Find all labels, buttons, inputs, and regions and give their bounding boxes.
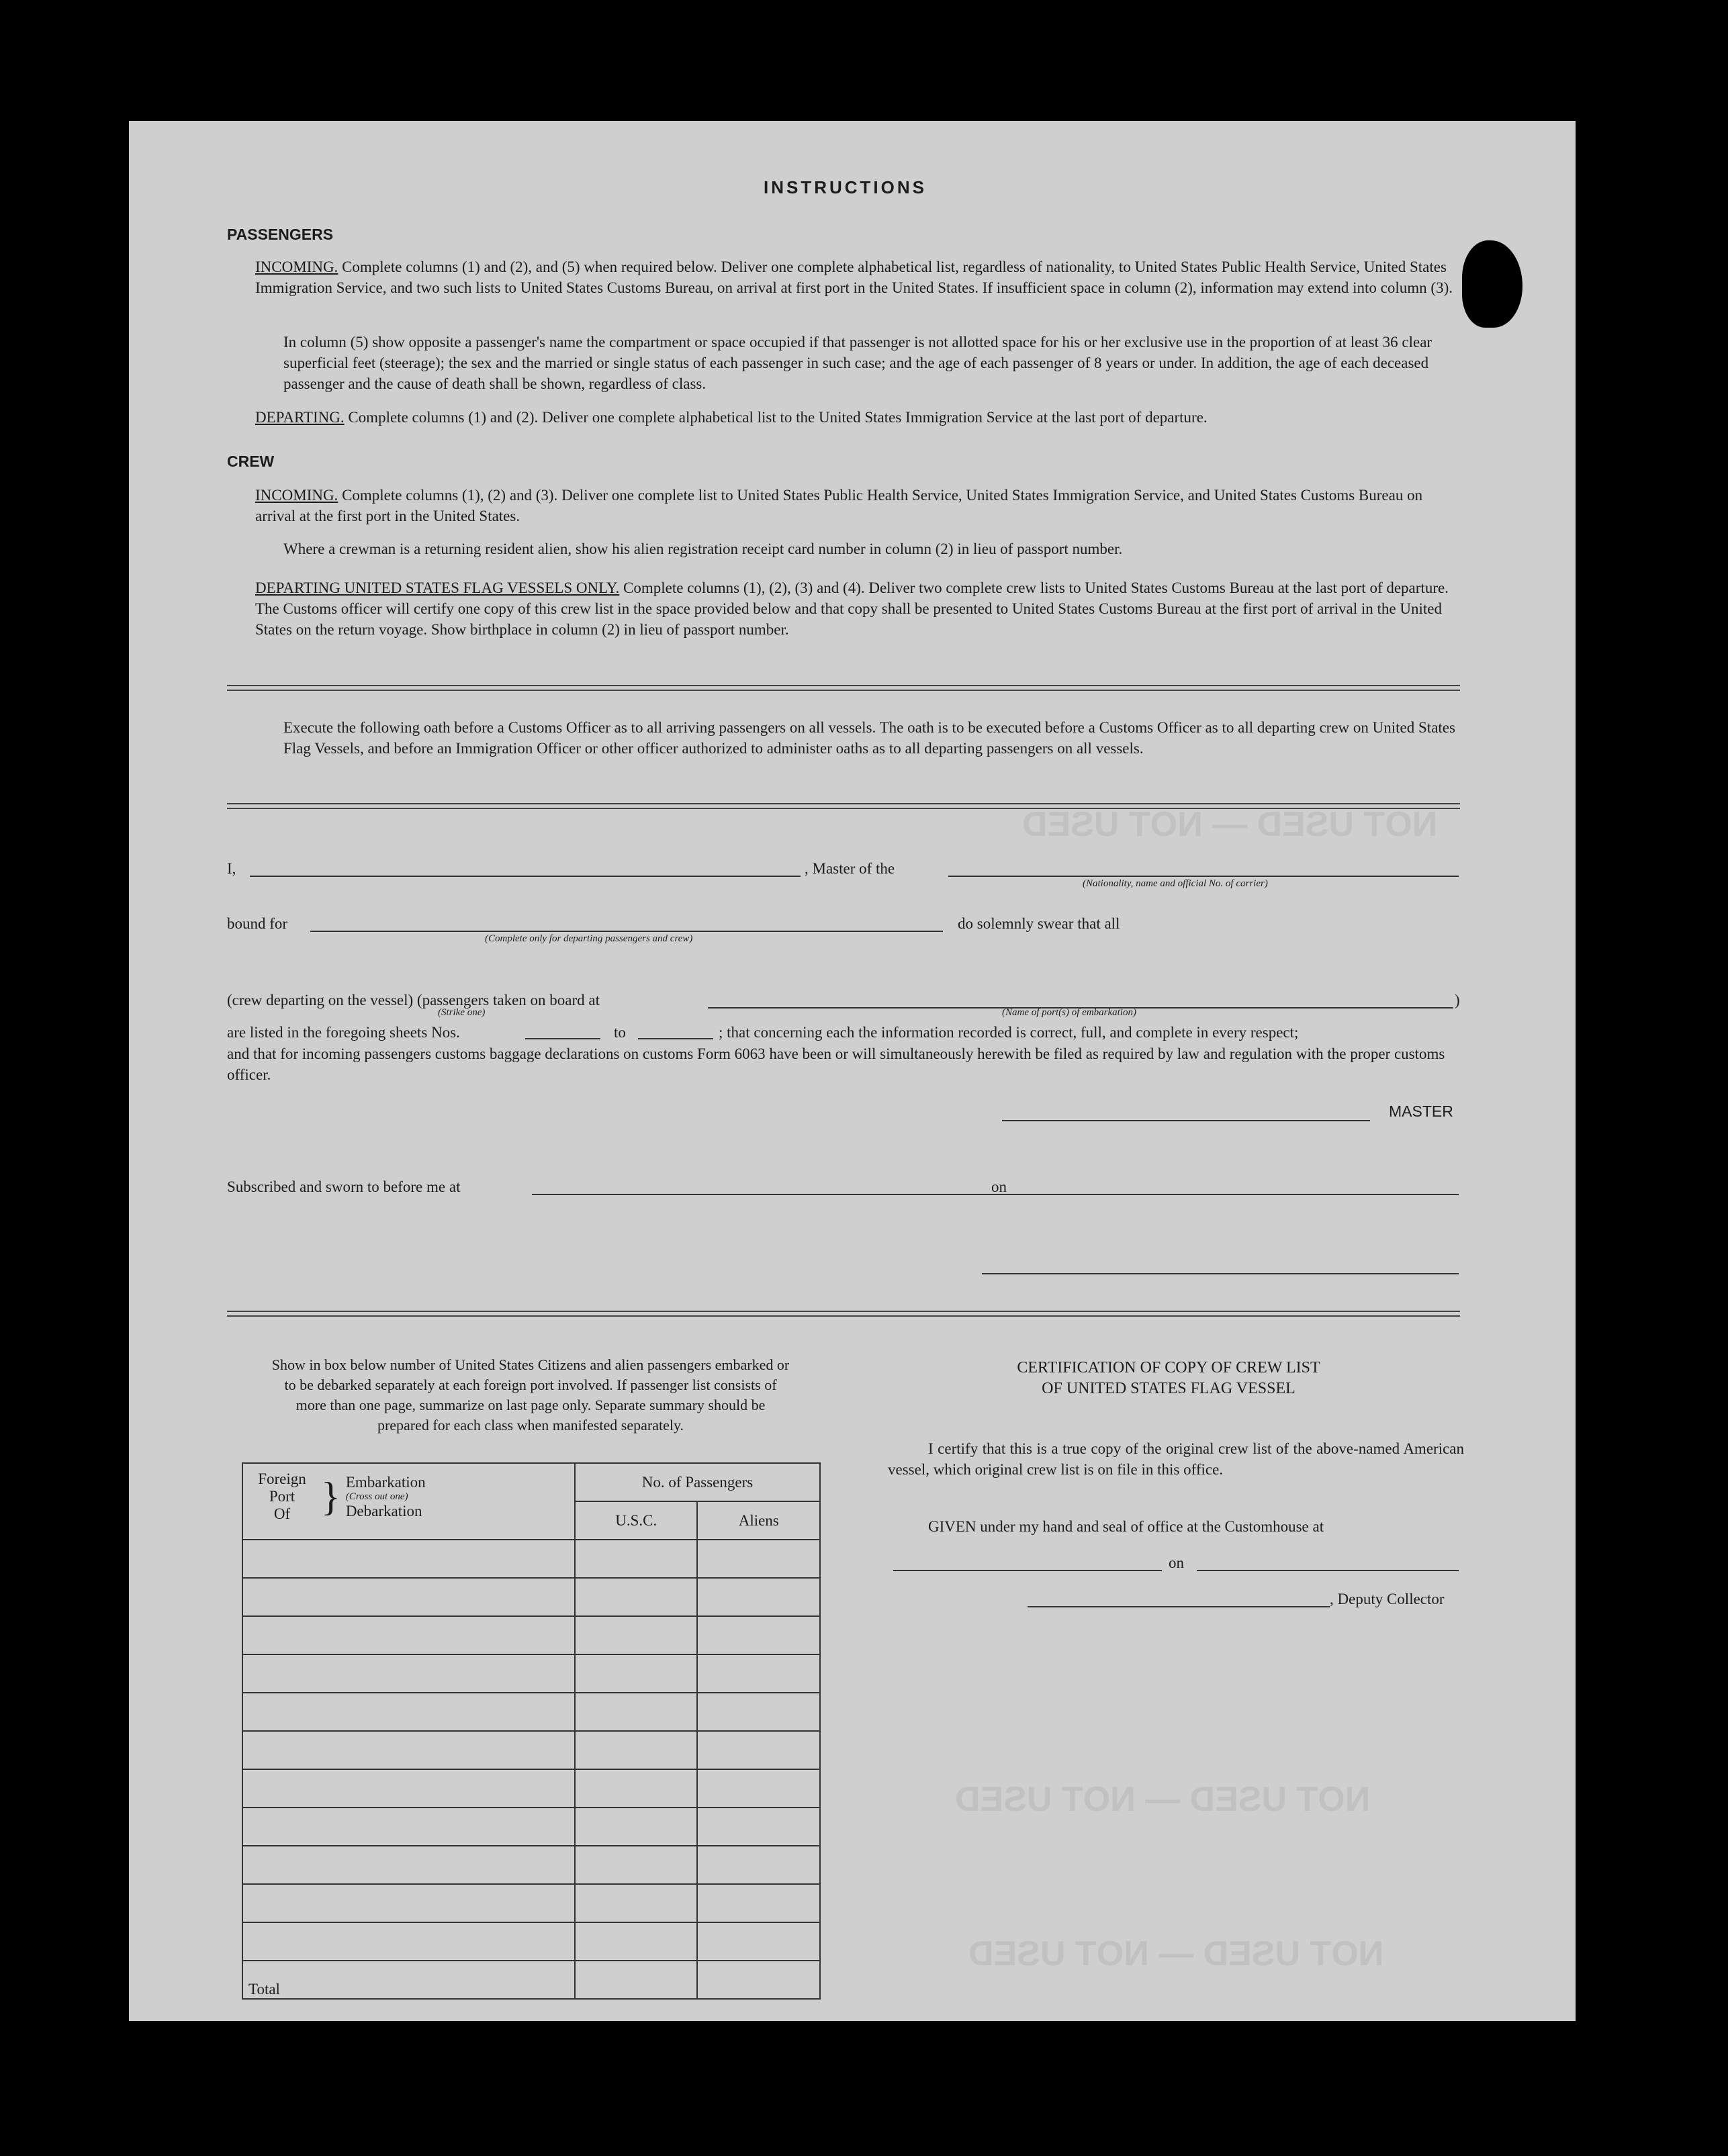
crew-resident-alien-note: Where a crewman is a returning resident alien, show his alien registration receipt card number in column (2) in lieu of passport number. xyxy=(283,541,1123,557)
table-row xyxy=(242,1808,820,1846)
customhouse-place-field[interactable] xyxy=(893,1570,1162,1571)
port-header-cell xyxy=(242,1463,575,1540)
deputy-collector-signature[interactable] xyxy=(1028,1606,1330,1607)
sworn-date-field[interactable] xyxy=(1022,1194,1459,1195)
foreign-port-label: Foreign Port Of xyxy=(258,1470,306,1522)
vessel-field[interactable] xyxy=(948,876,1459,877)
total-row xyxy=(242,1961,820,1999)
crew-incoming-text: Complete columns (1), (2) and (3). Deliver one complete list to United States Public Health Service, United States Immigration Service, and United States Customs Bureau on arrival at the first port in the United States. xyxy=(255,487,1423,524)
sworn-place-field[interactable] xyxy=(532,1194,1100,1195)
divider xyxy=(227,803,1460,809)
table-row xyxy=(242,1922,820,1961)
bleed-through-mark: NOT USED — NOT USED xyxy=(955,1780,1371,1819)
deputy-collector-label: , Deputy Collector xyxy=(1330,1591,1445,1607)
oath-crew-passengers: (crew departing on the vessel) (passengers taken on board at xyxy=(227,992,600,1009)
crew-incoming xyxy=(255,485,1457,526)
crew-departing-text: Complete columns (1), (2), (3) and (4). Deliver two complete crew lists to United States Customs Bureau at the last port of departure. The Customs officer will certify one copy of this crew list in the space provided below and that copy shall be presented to United States Customs Bureau at the first port of arrival in the United States on the return voyage. Show birthplace in column (2) in lieu of passport number. xyxy=(255,579,1449,638)
destination-caption: (Complete only for departing passengers and crew) xyxy=(485,933,693,944)
embarkation-caption: (Name of port(s) of embarkation) xyxy=(1002,1007,1136,1018)
embark-debark-label: Embarkation (Cross out one) Debarkation xyxy=(345,1473,426,1519)
oath-correct: ; that concerning each the information recorded is correct, full, and complete in every respect; xyxy=(719,1024,1299,1041)
bleed-through-mark: NOT USED — NOT USED xyxy=(968,1934,1384,1973)
officer-signature-field[interactable] xyxy=(982,1273,1459,1274)
passengers-departing xyxy=(255,407,1457,428)
crew-incoming-label: INCOMING. xyxy=(255,487,338,504)
bleed-through-mark: NOT USED — NOT USED xyxy=(1022,805,1438,844)
departing-label: DEPARTING. xyxy=(255,409,345,426)
total-label: Total xyxy=(242,1961,575,1999)
table-row xyxy=(242,1616,820,1654)
table-row xyxy=(242,1846,820,1884)
subscribed-sworn: Subscribed and sworn to before me at xyxy=(227,1178,461,1195)
summary-instructions: Show in box below number of United States Citizens and alien passengers embarked or to be debarked separately at each foreign port involved. If passenger list consists of more than one page, summarize on last page only. Separate summary should be prepared for each class when manifested separately. xyxy=(271,1356,790,1434)
destination-field[interactable] xyxy=(310,931,943,932)
table-row xyxy=(242,1654,820,1693)
divider xyxy=(227,685,1460,691)
oath-on: on xyxy=(991,1178,1007,1195)
oath-listed-in: are listed in the foregoing sheets Nos. xyxy=(227,1024,460,1041)
crew-departing-label: DEPARTING UNITED STATES FLAG VESSELS ONLY. xyxy=(255,579,620,596)
given-under-hand: GIVEN under my hand and seal of office at the Customhouse at xyxy=(928,1518,1324,1535)
oath-swear: do solemnly swear that all xyxy=(958,915,1120,932)
table-row xyxy=(242,1540,820,1578)
oath-declarations: and that for incoming passengers customs baggage declarations on customs Form 6063 have been or will simultaneously herewith be filed as required by law and regulation with the proper customs officer. xyxy=(227,1045,1445,1083)
sheet-to-field[interactable] xyxy=(638,1038,713,1039)
table-row xyxy=(242,1578,820,1616)
divider xyxy=(227,1311,1460,1317)
master-signature-field[interactable] xyxy=(1002,1120,1370,1121)
strike-one-caption: (Strike one) xyxy=(438,1007,486,1018)
cert-date-field[interactable] xyxy=(1197,1570,1459,1571)
passenger-summary-table xyxy=(242,1462,821,2000)
oath-to: to xyxy=(614,1024,626,1041)
punch-hole xyxy=(1462,240,1522,328)
page-title: INSTRUCTIONS xyxy=(764,177,927,197)
master-name-field[interactable] xyxy=(250,876,801,877)
passengers-column5: In column (5) show opposite a passenger's name the compartment or space occupied if that passenger is not allotted space for his or her exclusive use in the proportion of at least 36 clear superficial feet (steerage); the sex and the married or single status of each passenger in such case; and the age of each passenger of 8 years or under. In addition, the age of each deceased passenger and the cause of death shall be shown, regardless of class. xyxy=(283,334,1433,392)
master-label: MASTER xyxy=(1389,1103,1453,1120)
brace-icon: } xyxy=(321,1474,340,1519)
oath-master-of: , Master of the xyxy=(805,860,895,877)
oath-bound-for: bound for xyxy=(227,915,288,932)
incoming-label: INCOMING. xyxy=(255,259,338,275)
table-row xyxy=(242,1769,820,1808)
table-row xyxy=(242,1884,820,1922)
incoming-text: Complete columns (1) and (2), and (5) when required below. Deliver one complete alphabetical list, regardless of nationality, to United States Public Health Service, United States Immigration Service, and two such lists to United States Customs Bureau, on arrival at first port in the United States. If insufficient space in column (2), information may extend into column (3). xyxy=(255,259,1453,296)
no-of-passengers-header: No. of Passengers xyxy=(575,1463,820,1501)
passengers-incoming xyxy=(255,256,1457,298)
certification-text: I certify that this is a true copy of the original crew list of the above-named American vessel, which original crew list is on file in this office. xyxy=(888,1440,1464,1478)
aliens-header: Aliens xyxy=(697,1501,820,1540)
cert-on: on xyxy=(1169,1554,1184,1571)
section-crew: CREW xyxy=(227,453,275,470)
form-sheet xyxy=(129,121,1576,2021)
vessel-caption: (Nationality, name and official No. of carrier) xyxy=(1083,878,1268,889)
departing-text: Complete columns (1) and (2). Deliver one complete alphabetical list to the United States Immigration Service at the last port of departure. xyxy=(348,409,1208,426)
oath-i: I, xyxy=(227,860,236,877)
usc-header: U.S.C. xyxy=(575,1501,698,1540)
certification-title: CERTIFICATION OF COPY OF CREW LIST OF UNITED STATES FLAG VESSEL xyxy=(1017,1359,1320,1397)
table-row xyxy=(242,1693,820,1731)
sheet-from-field[interactable] xyxy=(525,1038,600,1039)
close-paren: ) xyxy=(1455,992,1460,1009)
section-passengers: PASSENGERS xyxy=(227,226,334,243)
crew-departing-flag xyxy=(255,577,1457,640)
oath-instructions: Execute the following oath before a Customs Officer as to all arriving passengers on all vessels. The oath is to be executed before a Customs Officer as to all departing crew on United States Flag Vessels, and before an Immigration Officer or other officer authorized to administer oaths as to all departing passengers on all vessels. xyxy=(283,719,1455,757)
table-row xyxy=(242,1731,820,1769)
